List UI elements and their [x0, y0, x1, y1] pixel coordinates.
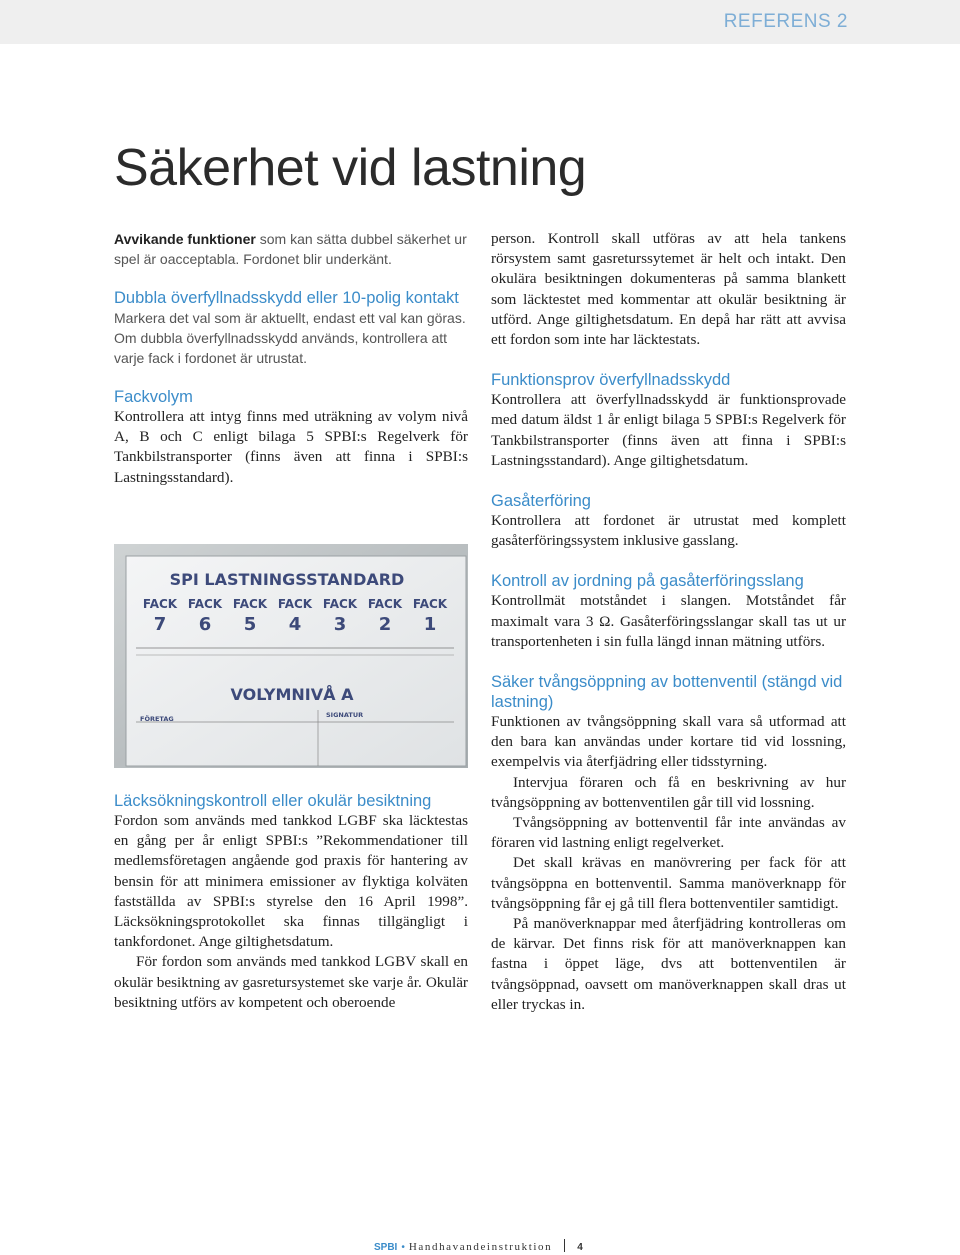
text-grounding: Kontrollmät motståndet i slangen. Motståndet får maximalt vara 3 Ω. Gasåterföringsslangar skall tas ut ur transportenheten i sin fulla längd innan mätning utförs. — [491, 592, 846, 650]
intro-paragraph — [114, 229, 468, 269]
fack-number: 5 — [243, 614, 257, 635]
text-leak-test-1: Fordon som används med tankkod LGBF ska läcktestas en gång per år enligt SPBI:s ”Rekommendationer till medlemsföretagen angående god praxis för hantering av bensin för att minimera emissioner av flyktiga kolväten fastställda av SPBI:s styrelse den 16 April 1998”. Läcksökningsprotokollet ska finnas tillgängligt i tankfordonet. Ange giltighetsdatum. — [114, 812, 468, 951]
fack-number: 7 — [153, 614, 167, 635]
text-forced-opening-2: Intervjua föraren och få en beskrivning av hur tvångsöppning av bottenventilen går till vid lossning. — [491, 773, 846, 811]
footer-divider — [564, 1239, 565, 1252]
text-forced-opening-3: Tvångsöppning av bottenventil får inte användas av föraren vid lastning enligt regelverket. — [491, 814, 846, 852]
fack-label: FACK — [412, 597, 448, 611]
left-column — [114, 229, 468, 488]
right-column — [491, 229, 846, 1015]
heading-vapour-return: Gasåterföring — [491, 492, 591, 511]
text-leak-test-2: För fordon som används med tankkod LGBV skall en okulär besiktning av gasretursystemet ske varje år. Okulär besiktning utförs av kompetent och oberoende — [114, 953, 468, 1011]
fack-number: 3 — [333, 614, 347, 635]
heading-grounding: Kontroll av jordning på gasåterföringsslang — [491, 572, 804, 591]
section-label: REFERENS 2 — [723, 11, 848, 32]
footer-separator: • — [401, 1242, 405, 1253]
intro-bold: Avvikande funktioner — [114, 231, 256, 247]
fack-label: FACK — [142, 597, 178, 611]
text-function-test: Kontrollera att överfyllnadsskydd är funktionsprovade med datum äldst 1 år enligt bilaga 5 SPBI:s Regelverk för Tankbilstransporter (finns även att finna i SPBI:s Lastningsstandard). Ange giltighetsdatum. — [491, 391, 846, 469]
fack-number: 4 — [288, 614, 302, 635]
footer-brand: SPBI — [374, 1242, 398, 1253]
text-forced-opening-5: På manöverknappar med återfjädring kontrolleras om de kärvar. Det finns risk för att manöverknappen kan fastna i öppet läge, dvs att bottenventilen är tvångsöppnad, oavsett om manöverknappen skall dras ut eller tryckas in. — [491, 915, 846, 1013]
text-forced-opening-4: Det skall krävas en manövrering per fack för att tvångsöppna en bottenventil. Samma manöverknapp för tvångsöppning får ej gå till flera bottenventiler samtidigt. — [491, 854, 846, 912]
text-overfill-protection: Markera det val som är aktuellt, endast ett val kan göras. Om dubbla överfyllnadsskydd används, kontrollera att varje fack i fordonet är utrustat. — [114, 310, 466, 366]
intro-rest: som kan sätta dubbel säkerhet ur spel är oacceptabla. Fordonet blir underkänt. — [114, 231, 467, 267]
heading-overfill-protection: Dubbla överfyllnadsskydd eller 10-polig kontakt — [114, 289, 459, 307]
heading-leak-test: Läcksökningskontroll eller okulär besiktning — [114, 792, 432, 810]
signature-label: SIGNATUR — [326, 711, 364, 719]
heading-forced-opening: Säker tvångsöppning av bottenventil (stängd vid lastning) — [491, 673, 843, 712]
sign-title: SPI LASTNINGSSTANDARD — [169, 570, 405, 589]
fack-label: FACK — [322, 597, 358, 611]
page-footer — [374, 1239, 583, 1253]
volume-level-label: VOLYMNIVÅ A — [230, 685, 354, 704]
text-vapour-return: Kontrollera att fordonet är utrustat med komplett gasåterföringssystem inklusive gasslang. — [491, 512, 846, 550]
page-number: 4 — [577, 1242, 583, 1253]
company-label: FÖRETAG — [140, 715, 174, 723]
left-column-lower — [114, 791, 468, 1013]
loading-standard-photo — [114, 544, 468, 768]
fack-label: FACK — [277, 597, 313, 611]
text-forced-opening-1: Funktionen av tvångsöppning skall vara så utformad att den bara kan användas under kortare tid vid lossning, exempelvis via återfjädring eller tidsstyrning. — [491, 713, 846, 771]
page-title: Säkerhet vid lastning — [114, 139, 587, 197]
text-compartment-volume: Kontrollera att intyg finns med uträkning av volym nivå A, B och C enligt bilaga 5 SPBI:s Regelverk för Tankbilstransporter (finns även att finna i SPBI:s Lastningsstandard). — [114, 408, 468, 486]
fack-label: FACK — [367, 597, 403, 611]
sign-illustration — [114, 544, 468, 768]
footer-subtitle: Handhavandeinstruktion — [408, 1241, 553, 1253]
heading-compartment-volume: Fackvolym — [114, 388, 193, 406]
text-continuation: person. Kontroll skall utföras av att hela tankens rörsystem samt gasreturssytemet är helt och intakt. Den okulära besiktningen dokumenteras på samma blankett som läcktestet med kommentar att okulär besiktning är utförd. Ange giltighetsdatum. En depå har rätt att avvisa ett fordon som inte har läcktestats. — [491, 230, 846, 349]
header-bar — [0, 0, 960, 44]
fack-number: 2 — [378, 614, 392, 635]
heading-function-test: Funktionsprov överfyllnadsskydd — [491, 371, 731, 390]
fack-label: FACK — [187, 597, 223, 611]
fack-number: 1 — [423, 614, 437, 635]
fack-label: FACK — [232, 597, 268, 611]
fack-number: 6 — [198, 614, 212, 635]
